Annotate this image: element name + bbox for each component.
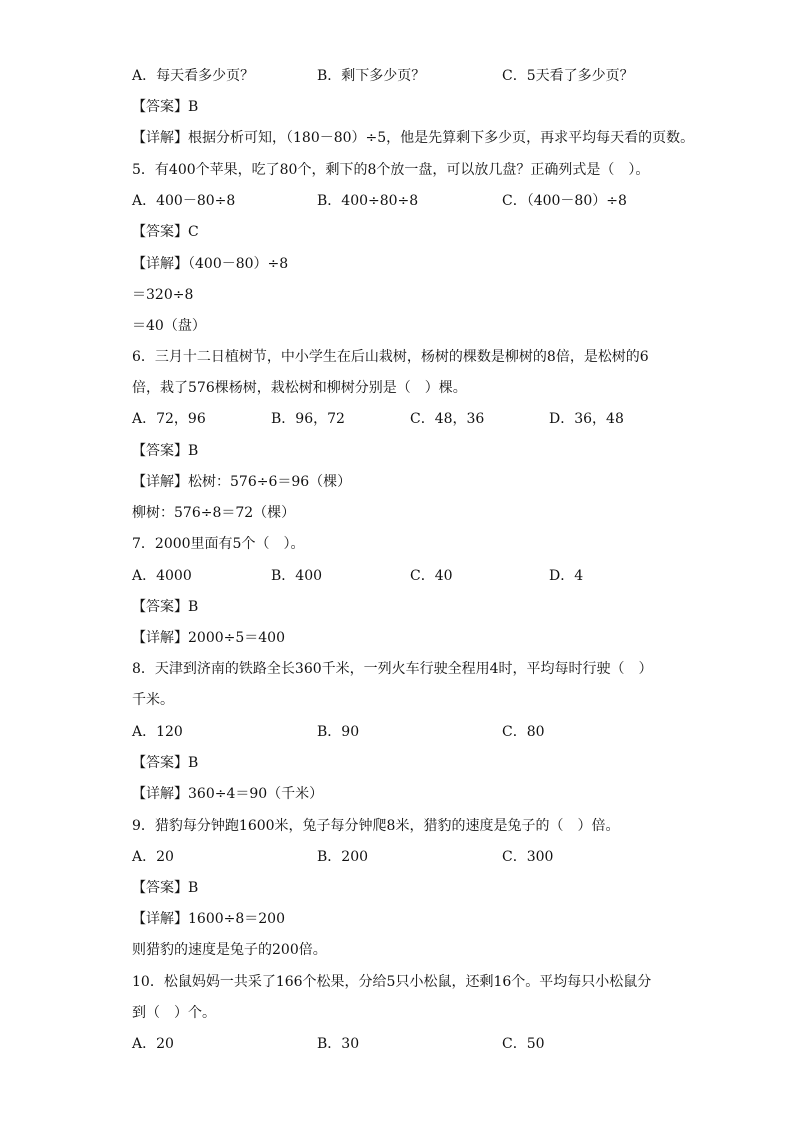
q7-option-d: D．4 <box>549 568 584 584</box>
q5-explain-line-1: 【详解】（400－80）÷8 <box>132 256 289 272</box>
q7-explain-line-1: 【详解】2000÷5＝400 <box>132 630 285 646</box>
q6-answer: 【答案】B <box>132 443 199 459</box>
q5-explain-line-3: ＝40（盘） <box>132 318 206 334</box>
q6-option-c: C．48，36 <box>410 411 485 427</box>
q9-explain-line-1: 【详解】1600÷8＝200 <box>132 911 285 927</box>
q8-stem-line-1: 8．天津到济南的铁路全长360千米，一列火车行驶全程用4时，平均每时行驶（ ） <box>132 661 653 677</box>
q8-stem-line-2: 千米。 <box>132 692 174 708</box>
q7-option-c: C．40 <box>410 568 453 584</box>
q10-option-c: C．50 <box>502 1036 545 1052</box>
q5-option-c: C．（400－80）÷8 <box>502 193 627 209</box>
q6-stem-line-2: 倍，栽了576棵杨树，栽松树和柳树分别是（ ）棵。 <box>132 380 467 396</box>
q5-answer: 【答案】C <box>132 224 199 240</box>
q5-explain-line-2: ＝320÷8 <box>132 287 194 303</box>
q10-stem-line-2: 到（ ）个。 <box>132 1005 216 1021</box>
q4-option-a: A．每天看多少页？ <box>132 68 255 84</box>
q9-option-c: C．300 <box>502 849 554 865</box>
q7-option-b: B．400 <box>271 568 323 584</box>
q5-option-a: A．400－80÷8 <box>132 193 236 209</box>
q4-option-b: B．剩下多少页？ <box>317 68 426 84</box>
q6-explain-line-1: 【详解】松树：576÷6＝96（棵） <box>132 474 352 490</box>
q10-option-a: A．20 <box>132 1036 174 1052</box>
q6-option-b: B．96，72 <box>271 411 345 427</box>
q4-answer: 【答案】B <box>132 99 199 115</box>
q4-option-c: C．5天看了多少页？ <box>502 68 634 84</box>
q6-option-d: D．36，48 <box>549 411 624 427</box>
q9-option-a: A．20 <box>132 849 174 865</box>
q9-answer: 【答案】B <box>132 880 199 896</box>
q8-option-c: C．80 <box>502 724 545 740</box>
q7-stem: 7．2000里面有5个（ ）。 <box>132 536 305 552</box>
q5-stem: 5．有400个苹果，吃了80个，剩下的8个放一盘，可以放几盘？正确列式是（ ）。 <box>132 162 650 178</box>
q8-option-b: B．90 <box>317 724 360 740</box>
q8-explain-line-1: 【详解】360÷4＝90（千米） <box>132 786 324 802</box>
q9-option-b: B．200 <box>317 849 369 865</box>
q9-explain-line-2: 则猎豹的速度是兔子的200倍。 <box>132 942 327 958</box>
q7-answer: 【答案】B <box>132 599 199 615</box>
q8-option-a: A．120 <box>132 724 183 740</box>
q4-explain-line-1: 【详解】根据分析可知，（180－80）÷5，他是先算剩下多少页，再求平均每天看的页数。 <box>132 130 695 146</box>
q10-stem-line-1: 10．松鼠妈妈一共采了166个松果，分给5只小松鼠，还剩16个。平均每只小松鼠分 <box>132 974 652 990</box>
q9-stem: 9．猎豹每分钟跑1600米，兔子每分钟爬8米，猎豹的速度是兔子的（ ）倍。 <box>132 818 620 834</box>
q7-option-a: A．4000 <box>132 568 192 584</box>
q6-explain-line-2: 柳树：576÷8＝72（棵） <box>132 505 296 521</box>
q6-stem-line-1: 6．三月十二日植树节，中小学生在后山栽树，杨树的棵数是柳树的8倍，是松树的6 <box>132 349 649 365</box>
q5-option-b: B．400÷80÷8 <box>317 193 419 209</box>
q8-answer: 【答案】B <box>132 755 199 771</box>
q6-option-a: A．72，96 <box>132 411 206 427</box>
q10-option-b: B．30 <box>317 1036 360 1052</box>
